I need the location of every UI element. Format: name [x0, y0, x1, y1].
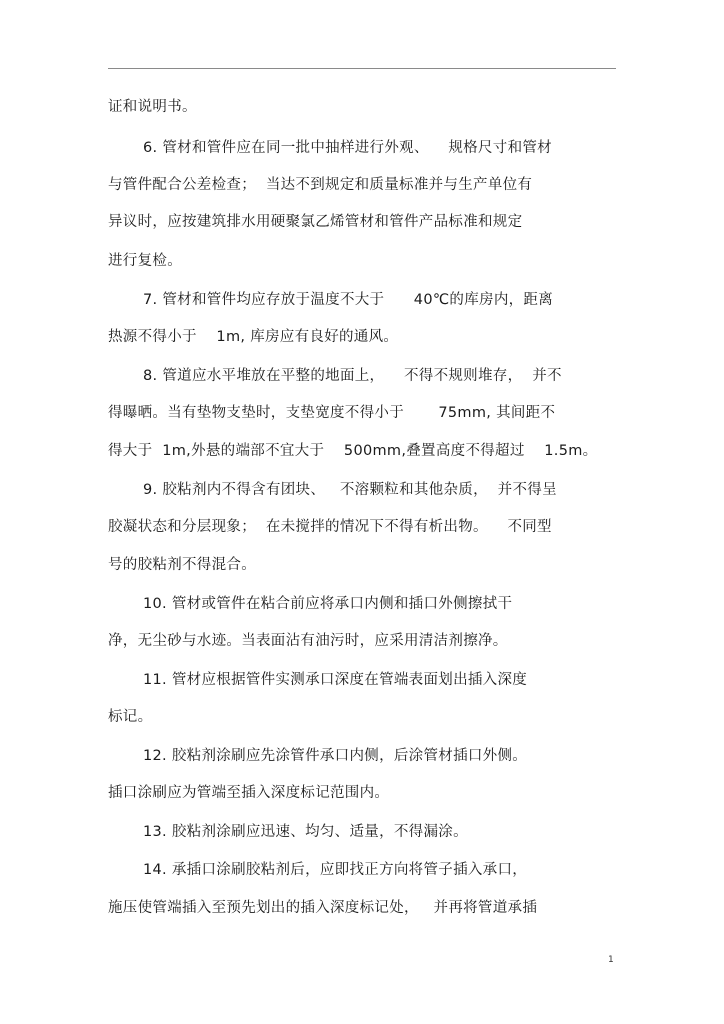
text-line: 热源不得小于 1m, 库房应有良好的通风。: [108, 329, 399, 345]
text-line: 11. 管材应根据管件实测承口深度在管端表面划出插入深度: [143, 672, 528, 688]
text-line: 号的胶粘剂不得混合。: [108, 557, 256, 573]
text-line: 与管件配合公差检查； 当达不到规定和质量标准并与生产单位有: [108, 177, 533, 193]
text-line: 8. 管道应水平堆放在平整的地面上， 不得不规则堆存， 并不: [143, 368, 562, 384]
text-line: 12. 胶粘剂涂刷应先涂管件承口内侧，后涂管材插口外侧。: [143, 748, 528, 764]
text-line: 得大于 1m,外悬的端部不宜大于 500mm,叠置高度不得超过 1.5m。: [108, 443, 598, 459]
text-line: 插口涂刷应为管端至插入深度标记范围内。: [108, 785, 390, 801]
text-line: 净，无尘砂与水迹。当表面沾有油污时，应采用清洁剂擦净。: [108, 633, 508, 649]
text-line: 施压使管端插入至预先划出的插入深度标记处， 并再将管道承插: [108, 900, 538, 916]
text-line: 得曝晒。当有垫物支垫时，支垫宽度不得小于 75mm, 其间距不: [108, 405, 556, 421]
header-rule: [108, 68, 616, 69]
text-line: 10. 管材或管件在粘合前应将承口内侧和插口外侧擦拭干: [143, 596, 513, 612]
text-line: 7. 管材和管件均应存放于温度不大于 40℃的库房内，距离: [143, 292, 554, 308]
page-number: 1: [608, 955, 614, 965]
text-line: 标记。: [108, 709, 153, 725]
text-line: 异议时，应按建筑排水用硬聚氯乙烯管材和管件产品标准和规定: [108, 214, 523, 230]
text-line: 13. 胶粘剂涂刷应迅速、均匀、适量，不得漏涂。: [143, 824, 468, 840]
text-line: 6. 管材和管件应在同一批中抽样进行外观、 规格尺寸和管材: [143, 140, 552, 156]
text-line: 进行复检。: [108, 253, 182, 269]
text-line: 9. 胶粘剂内不得含有团块、 不溶颗粒和其他杂质， 并不得呈: [143, 482, 557, 498]
text-line: 14. 承插口涂刷胶粘剂后，应即找正方向将管子插入承口，: [143, 862, 528, 878]
text-line: 胶凝状态和分层现象； 在未搅拌的情况下不得有析出物。 不同型: [108, 519, 552, 535]
text-line: 证和说明书。: [108, 99, 197, 115]
